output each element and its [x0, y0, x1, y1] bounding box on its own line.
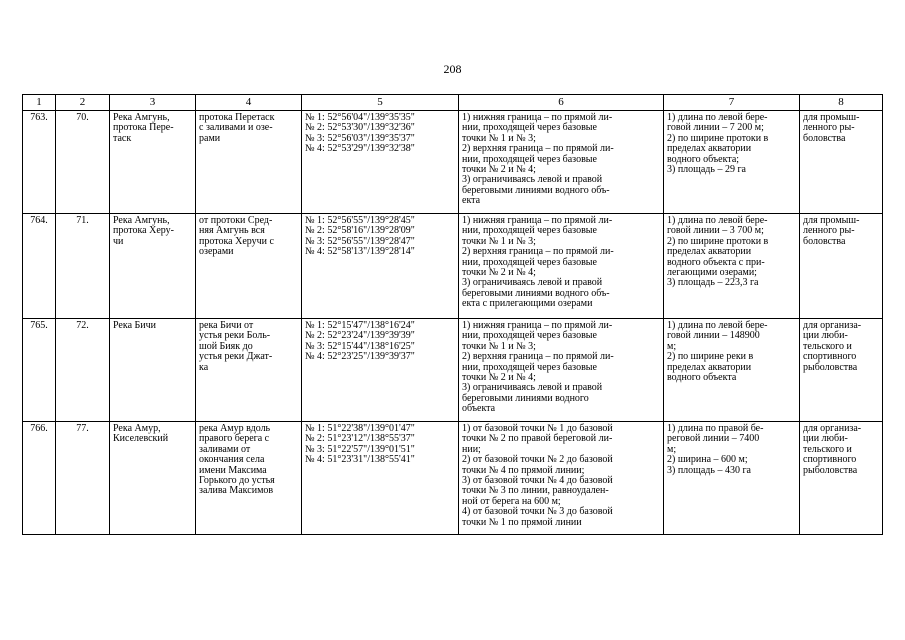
base-point-coordinates: № 1: 52°15'47"/138°16'24" № 2: 52°23'24"/139°39'39" № 3: 52°15'44"/138°16'25" № 4: 52°23'25"/139°39'37": [302, 319, 459, 422]
column-header: 7: [664, 95, 800, 111]
water-body-name: Река Амур, Киселевский: [110, 422, 196, 535]
water-body-name: Река Амгунь, протока Пере- таск: [110, 111, 196, 214]
column-header: 3: [110, 95, 196, 111]
area-size: 1) длина по правой бе- реговой линии – 7400 м; 2) ширина – 600 м; 3) площадь – 430 га: [664, 422, 800, 535]
water-body-name: Река Бичи: [110, 319, 196, 422]
table-row: [23, 319, 883, 422]
area-boundaries: протока Перетаск с заливами и озе- рами: [196, 111, 302, 214]
boundary-description: 1) от базовой точки № 1 до базовой точки № 2 по правой береговой ли- нии; 2) от базовой точки № 2 до базовой точки № 4 по прямой линии; 3) от базовой точки № 4 до базовой точки № 3 по линии, равноудален- ной от берега на 600 м; 4) от базовой точки № 3 до базовой точки № 1 по прямой линии: [459, 422, 664, 535]
page-number: 208: [443, 62, 462, 76]
area-purpose: для промыш- ленного ры- боловства: [800, 111, 883, 214]
area-size: 1) длина по левой бере- говой линии – 7 200 м; 2) по ширине протоки в пределах акватории водного объекта; 3) площадь – 29 га: [664, 111, 800, 214]
row-sub-number: 77.: [56, 422, 110, 535]
area-boundaries: река Амур вдоль правого берега с заливами от окончания села имени Максима Горького до устья залива Максимов: [196, 422, 302, 535]
column-header: 6: [459, 95, 664, 111]
boundary-description: 1) нижняя граница – по прямой ли- нии, проходящей через базовые точки № 1 и № 3; 2) верхняя граница – по прямой ли- нии, проходящей через базовые точки № 2 и № 4; 3) ограничиваясь левой и правой береговыми линиями водного объекта: [459, 319, 664, 422]
table-row: [23, 111, 883, 214]
column-header: 2: [56, 95, 110, 111]
area-purpose: для организа- ции люби- тельского и спортивного рыболовства: [800, 422, 883, 535]
area-boundaries: река Бичи от устья реки Боль- шой Бияк до устья реки Джат- ка: [196, 319, 302, 422]
column-header: 8: [800, 95, 883, 111]
column-header: 5: [302, 95, 459, 111]
row-number: 765.: [23, 319, 56, 422]
area-size: 1) длина по левой бере- говой линии – 148900 м; 2) по ширине реки в пределах акватории водного объекта: [664, 319, 800, 422]
column-header: 4: [196, 95, 302, 111]
header-row: [23, 95, 883, 111]
row-number: 764.: [23, 214, 56, 319]
water-body-name: Река Амгунь, протока Херу- чи: [110, 214, 196, 319]
row-number: 763.: [23, 111, 56, 214]
base-point-coordinates: № 1: 51°22'38"/139°01'47" № 2: 51°23'12"/138°55'37" № 3: 51°22'57"/139°01'51" № 4: 51°23'31"/138°55'41": [302, 422, 459, 535]
area-boundaries: от протоки Сред- няя Амгунь вся протока Херучи с озерами: [196, 214, 302, 319]
boundary-description: 1) нижняя граница – по прямой ли- нии, проходящей через базовые точки № 1 и № 3; 2) верхняя граница – по прямой ли- нии, проходящей через базовые точки № 2 и № 4; 3) ограничиваясь левой и правой береговыми линиями водного объ- екта с прилегающими озерами: [459, 214, 664, 319]
fishing-areas-table: [22, 94, 883, 535]
base-point-coordinates: № 1: 52°56'04"/139°35'35" № 2: 52°53'30"/139°32'36" № 3: 52°56'03"/139°35'37" № 4: 52°53'29"/139°32'38": [302, 111, 459, 214]
base-point-coordinates: № 1: 52°56'55"/139°28'45" № 2: 52°58'16"/139°28'09" № 3: 52°56'55"/139°28'47" № 4: 52°58'13"/139°28'14": [302, 214, 459, 319]
area-size: 1) длина по левой бере- говой линии – 3 700 м; 2) по ширине протоки в пределах акватории водного объекта с при- легающими озерами; 3) площадь – 223,3 га: [664, 214, 800, 319]
table-row: [23, 422, 883, 535]
boundary-description: 1) нижняя граница – по прямой ли- нии, проходящей через базовые точки № 1 и № 3; 2) верхняя граница – по прямой ли- нии, проходящей через базовые точки № 2 и № 4; 3) ограничиваясь левой и правой береговыми линиями водного объ- екта: [459, 111, 664, 214]
row-number: 766.: [23, 422, 56, 535]
area-purpose: для организа- ции люби- тельского и спортивного рыболовства: [800, 319, 883, 422]
row-sub-number: 70.: [56, 111, 110, 214]
row-sub-number: 72.: [56, 319, 110, 422]
column-header: 1: [23, 95, 56, 111]
row-sub-number: 71.: [56, 214, 110, 319]
table-row: [23, 214, 883, 319]
area-purpose: для промыш- ленного ры- боловства: [800, 214, 883, 319]
